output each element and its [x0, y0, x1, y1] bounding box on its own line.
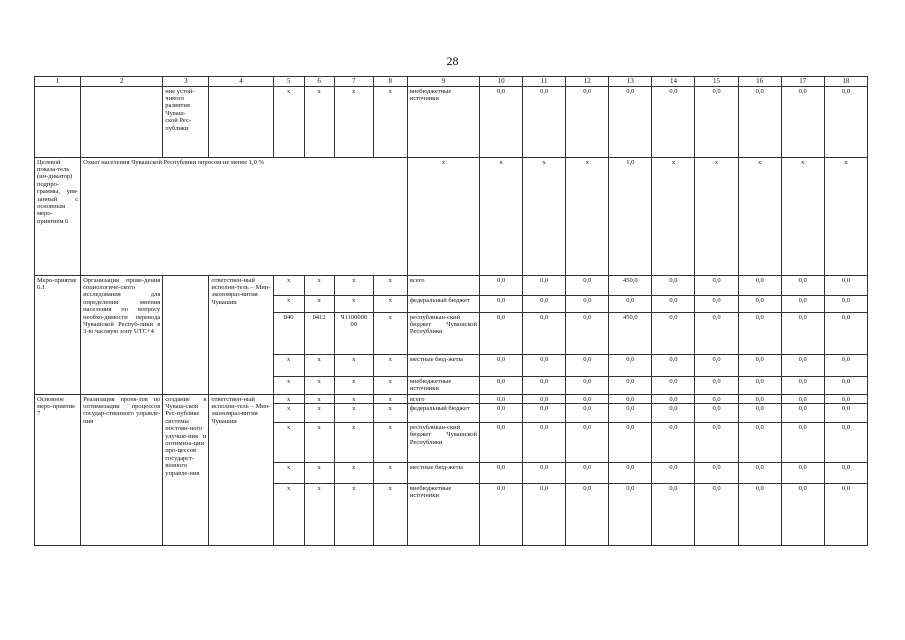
table-cell: 0,0	[609, 87, 652, 158]
funding-source: федеральный бюджет	[407, 296, 479, 313]
table-cell: 0,0	[609, 484, 652, 546]
table-cell: 0,0	[480, 276, 523, 296]
column-number: 3	[163, 77, 209, 87]
table-cell: 0,0	[695, 276, 738, 296]
table-cell: 0,0	[781, 276, 824, 296]
table-cell: 0,0	[738, 377, 781, 395]
table-cell: x	[273, 395, 304, 404]
table-cell: 0,0	[609, 395, 652, 404]
table-cell: 0,0	[695, 87, 738, 158]
table-cell: 0,0	[566, 463, 609, 484]
table-cell: x	[334, 355, 373, 377]
table-cell: x	[304, 296, 334, 313]
table-cell: 0,0	[480, 423, 523, 463]
table-cell: x	[334, 377, 373, 395]
table-cell: 0,0	[695, 296, 738, 313]
table-cell: x	[566, 158, 609, 276]
table-cell: 0,0	[480, 395, 523, 404]
table-cell: 0,0	[523, 404, 566, 423]
executor: ответствен-ный исполни-тель – Мин-экономраз-вития Чувашии	[209, 395, 273, 546]
table-cell: x	[373, 313, 407, 355]
column-number: 4	[209, 77, 273, 87]
column-number: 17	[781, 77, 824, 87]
table-cell: 0,0	[738, 395, 781, 404]
table-cell: 0,0	[652, 484, 695, 546]
funding-source: республикан-ский бюджет Чувашской Республики	[407, 423, 479, 463]
table-cell: x	[334, 404, 373, 423]
table-cell: 0,0	[824, 87, 867, 158]
table-cell: x	[304, 276, 334, 296]
table-row	[35, 158, 868, 276]
table-cell: 0,0	[738, 404, 781, 423]
table-cell: 0,0	[781, 313, 824, 355]
table-cell: 0,0	[523, 313, 566, 355]
table-cell: x	[373, 395, 407, 404]
table-cell: 0,0	[480, 484, 523, 546]
table-cell: 0412	[304, 313, 334, 355]
table-cell: x	[304, 395, 334, 404]
table-cell: x	[334, 296, 373, 313]
table-cell	[81, 87, 163, 158]
table-cell: 0,0	[609, 463, 652, 484]
table-cell: x	[373, 87, 407, 158]
table-cell: 0,0	[609, 404, 652, 423]
table-cell: 0,0	[695, 423, 738, 463]
table-cell: 0,0	[480, 355, 523, 377]
table-cell: 0,0	[695, 355, 738, 377]
table-cell: 0,0	[566, 404, 609, 423]
table-cell: 0,0	[609, 377, 652, 395]
column-number: 10	[480, 77, 523, 87]
table-cell: x	[304, 404, 334, 423]
table-cell: 0,0	[824, 276, 867, 296]
table-cell: x	[407, 158, 479, 276]
table-cell: 0,0	[566, 423, 609, 463]
table-cell: 0,0	[523, 463, 566, 484]
funding-source: всего	[407, 276, 479, 296]
table-cell: 0,0	[781, 423, 824, 463]
table-row	[35, 276, 868, 296]
table-cell: 0,0	[566, 313, 609, 355]
table-cell: x	[273, 87, 304, 158]
table-cell: 0,0	[652, 404, 695, 423]
column-number: 7	[334, 77, 373, 87]
table-cell: 0,0	[695, 484, 738, 546]
table-cell: 0,0	[523, 377, 566, 395]
table-cell: x	[373, 377, 407, 395]
column-number: 16	[738, 77, 781, 87]
table-cell: 0,0	[523, 355, 566, 377]
table-row	[35, 395, 868, 404]
funding-source: местные бюд-жеты	[407, 463, 479, 484]
table-cell: 0,0	[738, 463, 781, 484]
table-cell: 0,0	[738, 87, 781, 158]
measure-name: Организация прове-дения социологиче-ского исследования для определения мнения населения по вопросу необхо-димости перевода Чувашской Респуб-лики в 3-ю часовую зону UTC+4	[81, 276, 163, 395]
indicator-text: Охват населения Чувашской Республики опросом не менее 1,0 %	[81, 158, 408, 276]
table-cell: 0,0	[566, 395, 609, 404]
table-cell: x	[652, 158, 695, 276]
table-cell: 0,0	[523, 484, 566, 546]
header-row	[35, 77, 868, 87]
table-cell: 0,0	[609, 423, 652, 463]
table-cell: 0,0	[480, 296, 523, 313]
table-cell: 0,0	[738, 276, 781, 296]
table-cell: x	[334, 276, 373, 296]
table-cell: 0,0	[824, 313, 867, 355]
table-cell: 0,0	[652, 377, 695, 395]
table-cell: 0,0	[695, 313, 738, 355]
table-cell: x	[738, 158, 781, 276]
table-cell: 0,0	[566, 296, 609, 313]
table-cell: 0,0	[695, 395, 738, 404]
row-label: Целевой показа-тель (ин-дикатор) подпро-граммы, увя-занный с основным меро-приятием 6	[35, 158, 81, 276]
table-cell: 0,0	[781, 484, 824, 546]
column-number: 8	[373, 77, 407, 87]
column-number: 12	[566, 77, 609, 87]
table-cell: 0,0	[566, 87, 609, 158]
table-cell: 0,0	[609, 296, 652, 313]
table-cell: x	[373, 404, 407, 423]
table-cell: x	[273, 355, 304, 377]
table-cell: x	[824, 158, 867, 276]
table-cell: 0,0	[523, 296, 566, 313]
table-cell: x	[373, 484, 407, 546]
budget-table	[34, 76, 868, 546]
table-cell: 0,0	[738, 355, 781, 377]
table-cell: 0,0	[781, 377, 824, 395]
table-cell: 0,0	[480, 87, 523, 158]
table-cell: x	[334, 395, 373, 404]
page-number: 28	[446, 54, 459, 68]
table-cell: x	[304, 423, 334, 463]
table-cell: ние устой- чивого развития Чуваш- ской Рес- публики	[163, 87, 209, 158]
table-cell: 0,0	[566, 355, 609, 377]
column-number: 15	[695, 77, 738, 87]
funding-source: всего	[407, 395, 479, 404]
table-cell: x	[334, 423, 373, 463]
table-cell: x	[334, 87, 373, 158]
table-cell: 0,0	[738, 313, 781, 355]
table-cell: x	[304, 377, 334, 395]
table-cell: 0,0	[695, 377, 738, 395]
table-cell	[209, 87, 273, 158]
table-cell: x	[334, 484, 373, 546]
table-cell: 0,0	[824, 355, 867, 377]
table-cell: 0,0	[824, 404, 867, 423]
table-cell: 0,0	[781, 395, 824, 404]
table-cell: 0,0	[824, 395, 867, 404]
table-cell: 0,0	[824, 377, 867, 395]
table-cell: 0,0	[652, 395, 695, 404]
row-label: Меро-приятие 6.1	[35, 276, 81, 395]
expected-result	[163, 276, 209, 395]
table-cell: x	[273, 377, 304, 395]
column-number: 11	[523, 77, 566, 87]
table-cell: x	[304, 484, 334, 546]
table-cell: 0,0	[738, 296, 781, 313]
table-cell: 0,0	[781, 87, 824, 158]
executor: ответствен-ный исполни-тель – Мин-экономраз-вития Чувашии	[209, 276, 273, 395]
table-cell: 0,0	[695, 404, 738, 423]
table-cell: 0,0	[523, 276, 566, 296]
column-number: 1	[35, 77, 81, 87]
table-cell: x	[695, 158, 738, 276]
column-number: 9	[407, 77, 479, 87]
table-cell: 0,0	[738, 484, 781, 546]
column-number: 13	[609, 77, 652, 87]
column-number: 6	[304, 77, 334, 87]
column-number: 5	[273, 77, 304, 87]
table-cell: x	[273, 484, 304, 546]
table-cell: 0,0	[652, 87, 695, 158]
table-cell: 450,0	[609, 313, 652, 355]
funding-source: местные бюд-жеты	[407, 355, 479, 377]
table-cell: 840	[273, 313, 304, 355]
table-cell: 0,0	[824, 463, 867, 484]
table-cell: 0,0	[480, 463, 523, 484]
measure-name: Реализация проек-тов по оптимизации процессов государ-ственного управле-ния	[81, 395, 163, 546]
table-cell: 0,0	[824, 423, 867, 463]
expected-result: создание в Чуваш-ской Рес-публике системы постоян-ного улучше-ния и оптимиза-ции про-цессов государст-венного управле-ния	[163, 395, 209, 546]
table-cell: x	[273, 423, 304, 463]
table-cell: x	[373, 463, 407, 484]
table-cell: 0,0	[652, 355, 695, 377]
table-cell: x	[304, 463, 334, 484]
table-cell: x	[304, 87, 334, 158]
funding-source: внебюджетные источники	[407, 484, 479, 546]
table-cell: 0,0	[652, 423, 695, 463]
table-cell: x	[334, 463, 373, 484]
funding-source: федеральный бюджет	[407, 404, 479, 423]
table-cell: 0,0	[652, 296, 695, 313]
table-cell: x	[373, 355, 407, 377]
table-cell: x	[373, 276, 407, 296]
table-cell: 0,0	[824, 296, 867, 313]
table-cell: 0,0	[566, 484, 609, 546]
funding-source: внебюджетные источники	[407, 377, 479, 395]
table-cell: 0,0	[824, 484, 867, 546]
table-cell: 0,0	[480, 404, 523, 423]
column-number: 14	[652, 77, 695, 87]
table-cell: x	[523, 158, 566, 276]
column-number: 18	[824, 77, 867, 87]
table-cell: 0,0	[480, 313, 523, 355]
table-cell: x	[273, 463, 304, 484]
table-row	[35, 87, 868, 158]
table-cell: 0,0	[781, 404, 824, 423]
table-cell: 0,0	[609, 355, 652, 377]
table-cell: x	[304, 355, 334, 377]
table-cell: 0,0	[781, 463, 824, 484]
table-cell	[35, 87, 81, 158]
table-cell: x	[781, 158, 824, 276]
table-cell: x	[480, 158, 523, 276]
table-cell: 0,0	[566, 276, 609, 296]
table-cell: 0,0	[652, 463, 695, 484]
table-cell: 0,0	[695, 463, 738, 484]
table-cell: 0,0	[652, 276, 695, 296]
table-cell: x	[273, 276, 304, 296]
column-number: 2	[81, 77, 163, 87]
table-cell: x	[373, 423, 407, 463]
table-cell: 0,0	[480, 377, 523, 395]
table-cell: 0,0	[523, 423, 566, 463]
table-cell: x	[273, 296, 304, 313]
table-cell: x	[273, 404, 304, 423]
row-label: Основное меро-приятие 7	[35, 395, 81, 546]
table-cell: 0,0	[652, 313, 695, 355]
table-cell: внебюджетные источники	[407, 87, 479, 158]
table-cell: 450,0	[609, 276, 652, 296]
table-cell: x	[373, 296, 407, 313]
table-cell: 0,0	[523, 395, 566, 404]
table-cell: 0,0	[781, 296, 824, 313]
table-cell: 0,0	[566, 377, 609, 395]
table-cell: 0,0	[523, 87, 566, 158]
funding-source: республикан-ский бюджет Чувашской Республики	[407, 313, 479, 355]
table-cell: 1,0	[609, 158, 652, 276]
table-cell: 0,0	[738, 423, 781, 463]
table-cell: Ч1100000 00	[334, 313, 373, 355]
table-cell: 0,0	[781, 355, 824, 377]
